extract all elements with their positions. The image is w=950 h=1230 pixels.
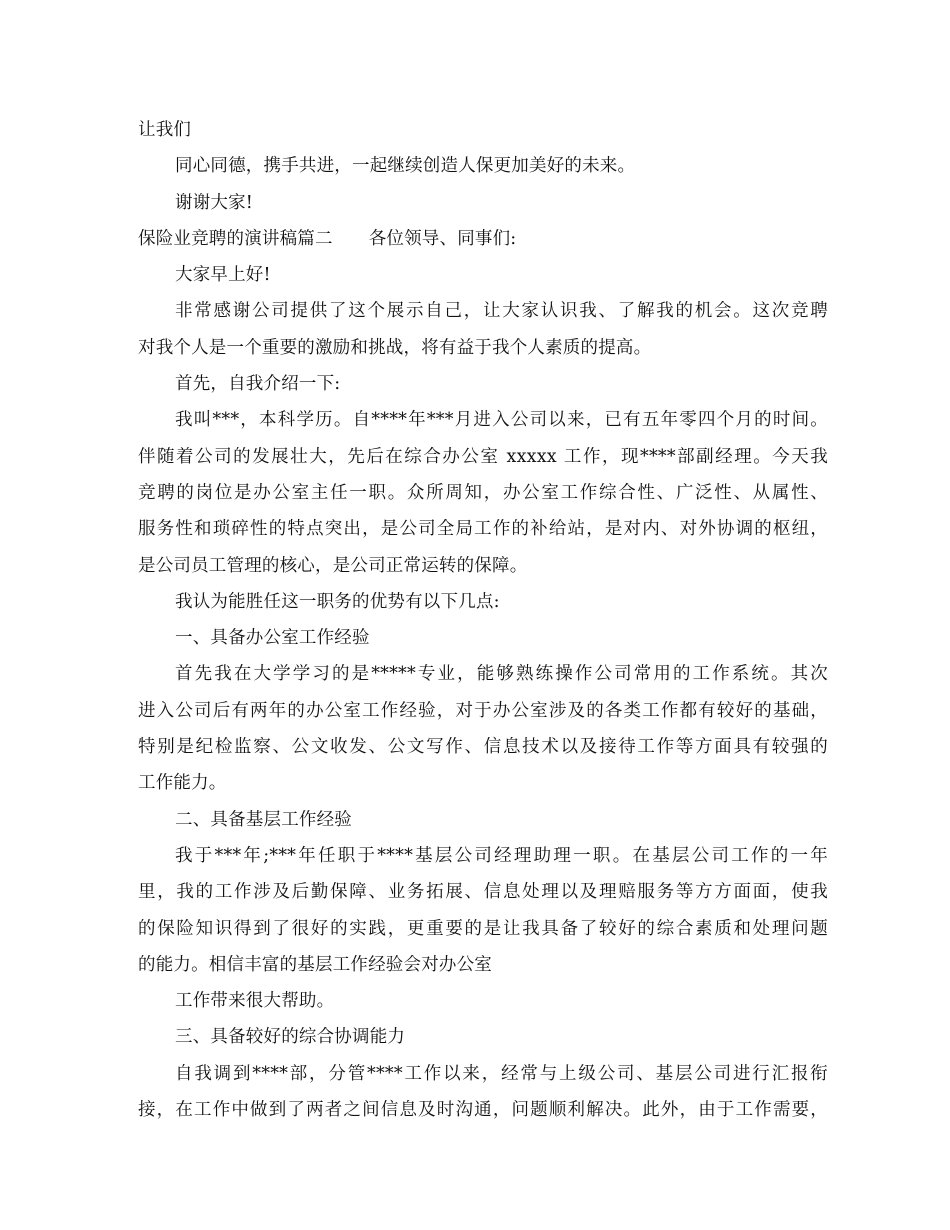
text-line: 的保险知识得到了很好的实践，更重要的是让我具备了较好的综合素质和处理问题: [138, 918, 828, 939]
text-line: 接，在工作中做到了两者之间信息及时沟通，问题顺利解决。此外，由于工作需要，: [138, 1100, 828, 1121]
subheading-line: 二、具备基层工作经验: [175, 809, 352, 830]
text-line: 大家早上好!: [175, 265, 271, 286]
text-line: 非常感谢公司提供了这个展示自己，让大家认识我、了解我的机会。这次竞聘: [175, 301, 828, 322]
text-line: 首先，自我介绍一下:: [175, 374, 341, 395]
subheading-line: 一、具备办公室工作经验: [175, 628, 370, 649]
document-page: [138, 112, 828, 1128]
text-line: 让我们: [138, 120, 192, 140]
text-line: 谢谢大家!: [175, 192, 254, 213]
text-line: 伴随着公司的发展壮大，先后在综合办公室 xxxxx 工作，现****部副经理。今天我: [138, 446, 828, 467]
text-line: 是公司员工管理的核心，是公司正常运转的保障。: [138, 555, 528, 576]
text-line: 工作带来很大帮助。: [175, 991, 335, 1012]
subheading-line: 三、具备较好的综合协调能力: [175, 1027, 406, 1048]
text-line: 进入公司后有两年的办公室工作经验，对于办公室涉及的各类工作都有较好的基础，: [138, 700, 828, 721]
text-line: 我于***年;***年任职于****基层公司经理助理一职。在基层公司工作的一年: [175, 845, 828, 866]
text-line: 的能力。相信丰富的基层工作经验会对办公室: [138, 954, 492, 975]
text-line: 特别是纪检监察、公文收发、公文写作、信息技术以及接待工作等方面具有较强的: [138, 737, 828, 758]
text-line: 里，我的工作涉及后勤保障、业务拓展、信息处理以及理赔服务等方方面面，使我: [138, 882, 828, 903]
salutation: 各位领导、同事们:: [368, 228, 517, 249]
text-line: 对我个人是一个重要的激励和挑战，将有益于我个人素质的提高。: [138, 337, 652, 358]
text-line: 自我调到****部，分管****工作以来，经常与上级公司、基层公司进行汇报衔: [175, 1063, 828, 1084]
text-line: 我叫***，本科学历。自****年***月进入公司以来，已有五年零四个月的时间。: [175, 410, 828, 431]
text-line: 竞聘的岗位是办公室主任一职。众所周知，办公室工作综合性、广泛性、从属性、: [138, 482, 828, 503]
text-line: 工作能力。: [138, 773, 227, 794]
text-line: 首先我在大学学习的是*****专业，能够熟练操作公司常用的工作系统。其次: [175, 664, 828, 685]
text-line: 同心同德，携手共进，一起继续创造人保更加美好的未来。: [175, 156, 636, 177]
text-line: 我认为能胜任这一职务的优势有以下几点:: [175, 591, 500, 612]
text-line: 服务性和琐碎性的特点突出，是公司全局工作的补给站，是对内、对外协调的枢纽，: [138, 519, 828, 540]
section-title: 保险业竞聘的演讲稿篇二: [138, 228, 333, 249]
section-heading-line: [138, 221, 828, 257]
